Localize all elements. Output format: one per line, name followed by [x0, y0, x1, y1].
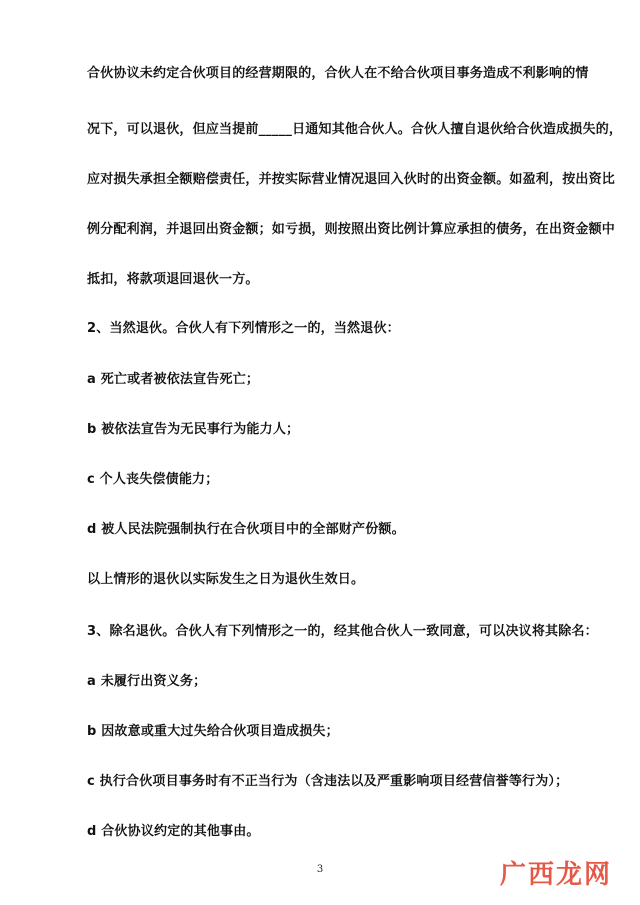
list-item: b 被依法宣告为无民事行为能力人；: [87, 422, 300, 437]
watermark-logo: 广西龙网: [499, 860, 612, 890]
list-item: d 合伙协议约定的其他事由。: [87, 824, 260, 839]
list-item: a 死亡或者被依法宣告死亡；: [87, 372, 260, 387]
paragraph-line: 例分配利润，并退回出资金额；如亏损，则按照出资比例计算应承担的债务，在出资金额中: [87, 222, 616, 237]
list-item: b 因故意或重大过失给合伙项目造成损失；: [87, 724, 339, 739]
paragraph-line: 应对损失承担全额赔偿责任，并按实际营业情况退回入伙时的出资金额。如盈利，按出资比: [87, 172, 616, 187]
paragraph-line: 抵扣，将款项退回退伙一方。: [87, 272, 259, 287]
page-number: 3: [316, 864, 324, 875]
paragraph-line: 合伙协议未约定合伙项目的经营期限的，合伙人在不给合伙项目事务造成不利影响的情: [87, 66, 589, 81]
list-item: d 被人民法院强制执行在合伙项目中的全部财产份额。: [87, 522, 405, 537]
list-item: c 执行合伙项目事务时有不正当行为（含违法以及严重影响项目经营信誉等行为）；: [87, 774, 569, 789]
list-item: c 个人丧失偿债能力；: [87, 472, 219, 487]
paragraph-line: 况下，可以退伙，但应当提前_____日通知其他合伙人。合伙人擅自退伙给合伙造成损失的，: [87, 122, 623, 137]
paragraph-line: 以上情形的退伙以实际发生之日为退伙生效日。: [87, 572, 365, 587]
section-heading: 3、除名退伙。合伙人有下列情形之一的，经其他合伙人一致同意，可以决议将其除名：: [87, 624, 598, 639]
list-item: a 未履行出资义务；: [87, 674, 207, 689]
section-heading: 2、当然退伙。合伙人有下列情形之一的，当然退伙：: [87, 321, 400, 336]
